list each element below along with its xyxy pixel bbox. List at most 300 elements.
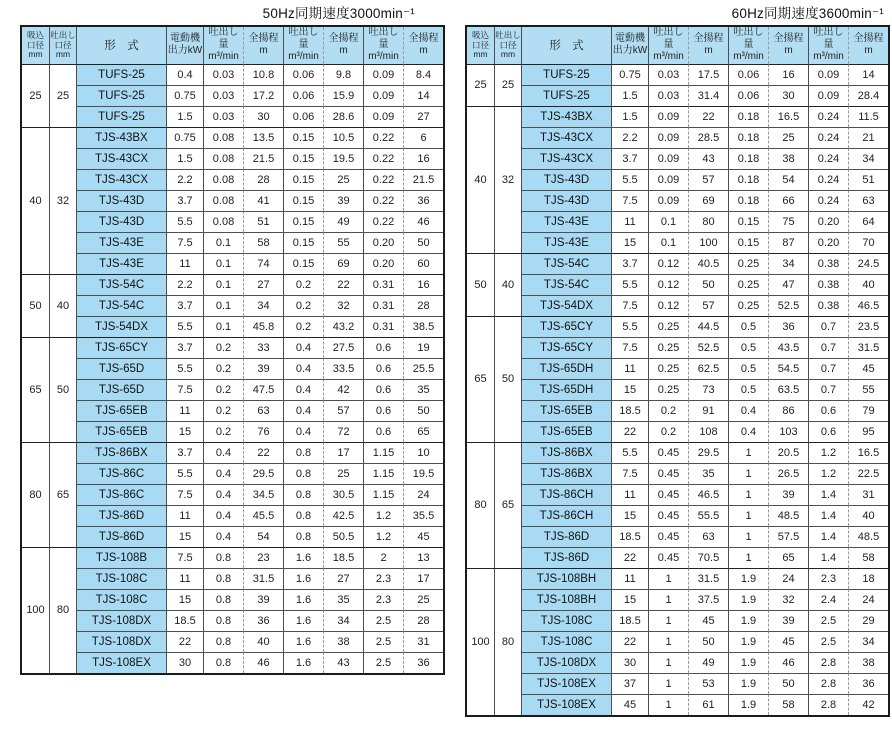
flow-rate-cell: 1 [728,526,768,547]
flow-rate-cell: 1.15 [363,484,403,505]
header-line: 吐出し量 [733,27,764,51]
model-cell: TJS-43CX [521,127,611,148]
header-line: 電動機 [615,33,645,45]
motor-output-cell: 45 [611,694,648,715]
model-cell: TJS-108BH [521,568,611,589]
flow-rate-cell: 0.6 [363,379,403,400]
total-head-cell: 51 [243,211,283,232]
model-cell: TJS-43E [521,211,611,232]
flow-rate-cell: 0.8 [203,568,243,589]
flow-rate-cell: 0.03 [203,85,243,106]
header-line: m³/min [368,51,399,63]
spec-row [22,463,443,484]
total-head-cell: 9.8 [323,64,363,85]
total-head-cell: 30 [768,85,808,106]
spec-row [467,400,888,421]
model-cell: TJS-65DH [521,358,611,379]
flow-rate-cell: 2.8 [808,694,848,715]
motor-output-cell: 11 [611,211,648,232]
flow-rate-cell: 0.18 [728,127,768,148]
total-head-cell: 14 [403,85,443,106]
header-line: 全揚程 [693,33,724,45]
total-head-cell: 28.4 [848,85,888,106]
model-cell: TJS-108BH [521,589,611,610]
suction-diameter-cell: 80 [22,442,49,547]
flow-rate-cell: 1 [728,442,768,463]
total-head-cell: 22 [323,274,363,295]
flow-rate-cell: 0.25 [648,337,688,358]
spec-row [22,169,443,190]
total-head-cell: 13.5 [243,127,283,148]
motor-output-cell: 2.2 [611,127,648,148]
spec-row [22,64,443,85]
motor-output-cell: 3.7 [611,253,648,274]
flow-rate-cell: 0.15 [283,169,323,190]
motor-output-cell: 3.7 [166,442,203,463]
flow-rate-cell: 0.2 [203,337,243,358]
motor-output-cell: 3.7 [166,295,203,316]
total-head-cell: 21.5 [243,148,283,169]
flow-rate-cell: 0.24 [808,148,848,169]
header-line: m [419,45,428,57]
header-line: mm [500,49,516,60]
motor-output-cell: 22 [611,631,648,652]
spec-row [467,316,888,337]
flow-rate-cell: 0.45 [648,547,688,568]
flow-rate-cell: 0.4 [203,526,243,547]
flow-rate-cell: 1.9 [728,589,768,610]
motor-output-cell: 2.2 [166,169,203,190]
flow-rate-cell: 1.2 [808,442,848,463]
total-head-cell: 22 [688,106,728,127]
total-head-cell: 46 [243,652,283,673]
flow-rate-cell: 0.15 [283,253,323,274]
motor-output-cell: 11 [611,568,648,589]
header-total-head [768,27,808,64]
header-flow-rate [728,27,768,64]
total-head-cell: 46 [768,652,808,673]
flow-rate-cell: 0.6 [363,421,403,442]
model-cell: TJS-43BX [76,127,166,148]
spec-row [467,379,888,400]
motor-output-cell: 5.5 [611,274,648,295]
total-head-cell: 53 [688,673,728,694]
flow-rate-cell: 1.9 [728,652,768,673]
flow-rate-cell: 0.03 [648,64,688,85]
motor-output-cell: 0.75 [166,127,203,148]
motor-output-cell: 30 [166,652,203,673]
flow-rate-cell: 0.5 [728,379,768,400]
spec-row [22,421,443,442]
flow-rate-cell: 0.06 [283,85,323,106]
total-head-cell: 11.5 [848,106,888,127]
total-head-cell: 46 [403,211,443,232]
total-head-cell: 15.9 [323,85,363,106]
spec-row [22,589,443,610]
spec-row [22,484,443,505]
flow-rate-cell: 1.15 [363,442,403,463]
total-head-cell: 87 [768,232,808,253]
flow-rate-cell: 0.4 [203,463,243,484]
motor-output-cell: 15 [611,379,648,400]
flow-rate-cell: 1.9 [728,631,768,652]
header-line: 全揚程 [408,33,439,45]
total-head-cell: 17.2 [243,85,283,106]
flow-rate-cell: 0.15 [283,232,323,253]
model-cell: TJS-108DX [76,610,166,631]
flow-rate-cell: 0.20 [363,253,403,274]
model-cell: TJS-108EX [521,694,611,715]
total-head-cell: 39 [243,358,283,379]
total-head-cell: 20.5 [768,442,808,463]
model-cell: TUFS-25 [521,64,611,85]
spec-row [467,526,888,547]
total-head-cell: 34 [323,610,363,631]
spec-row [467,64,888,85]
total-head-cell: 16 [403,274,443,295]
total-head-cell: 64 [848,211,888,232]
suction-diameter-cell: 80 [467,442,494,568]
total-head-cell: 50 [403,400,443,421]
header-line: m³/min [288,51,319,63]
suction-diameter-cell: 100 [467,568,494,715]
motor-output-cell: 11 [166,505,203,526]
model-cell: TJS-108EX [76,652,166,673]
flow-rate-cell: 1.9 [728,673,768,694]
total-head-cell: 37.5 [688,589,728,610]
header-line: mm [473,49,488,60]
flow-rate-cell: 0.2 [648,421,688,442]
total-head-cell: 24 [403,484,443,505]
flow-rate-cell: 0.2 [648,400,688,421]
flow-rate-cell: 0.45 [648,442,688,463]
flow-rate-cell: 2 [363,547,403,568]
total-head-cell: 86 [768,400,808,421]
discharge-diameter-cell: 50 [49,337,76,442]
total-head-cell: 34.5 [243,484,283,505]
flow-rate-cell: 0.1 [203,253,243,274]
model-cell: TJS-86BX [521,442,611,463]
model-cell: TJS-86D [521,547,611,568]
suction-diameter-cell: 25 [467,64,494,106]
model-cell: TJS-108DX [76,631,166,652]
header-line: 全揚程 [328,33,359,45]
spec-row [22,85,443,106]
spec-row [467,589,888,610]
total-head-cell: 38 [323,631,363,652]
flow-rate-cell: 0.12 [648,274,688,295]
header-line: m [259,45,268,57]
total-head-cell: 49 [688,652,728,673]
model-cell: TJS-108DX [521,652,611,673]
header-total-head [323,27,363,64]
model-cell: TJS-54DX [76,316,166,337]
header-line: 全揚程 [853,33,884,45]
spec-row [22,211,443,232]
spec-row [467,421,888,442]
spec-row [467,673,888,694]
flow-rate-cell: 0.25 [728,253,768,274]
motor-output-cell: 37 [611,673,648,694]
flow-rate-cell: 0.2 [283,295,323,316]
flow-rate-cell: 0.2 [283,316,323,337]
flow-rate-cell: 0.15 [728,211,768,232]
total-head-cell: 28.5 [688,127,728,148]
model-cell: TUFS-25 [76,106,166,127]
total-head-cell: 80 [688,211,728,232]
motor-output-cell: 15 [166,526,203,547]
flow-rate-cell: 0.25 [648,358,688,379]
total-head-cell: 50.5 [323,526,363,547]
total-head-cell: 41 [243,190,283,211]
spec-row [22,442,443,463]
total-head-cell: 70 [848,232,888,253]
flow-rate-cell: 0.7 [808,316,848,337]
total-head-cell: 10.5 [323,127,363,148]
flow-rate-cell: 0.31 [363,295,403,316]
total-head-cell: 34 [768,253,808,274]
motor-output-cell: 11 [166,253,203,274]
model-cell: TJS-86C [76,463,166,484]
total-head-cell: 21 [848,127,888,148]
total-head-cell: 57.5 [768,526,808,547]
model-cell: TJS-43CX [76,169,166,190]
flow-rate-cell: 0.4 [728,400,768,421]
model-cell: TJS-43D [521,190,611,211]
motor-output-cell: 7.5 [611,337,648,358]
flow-rate-cell: 0.8 [203,547,243,568]
flow-rate-cell: 0.09 [648,106,688,127]
motor-output-cell: 30 [611,652,648,673]
motor-output-cell: 3.7 [166,190,203,211]
spec-row [22,316,443,337]
model-cell: TJS-43E [76,253,166,274]
flow-rate-cell: 2.4 [808,589,848,610]
spec-row [22,547,443,568]
flow-rate-cell: 2.3 [363,589,403,610]
total-head-cell: 58 [848,547,888,568]
header-line: 吐出し [50,30,76,40]
total-head-cell: 25 [768,127,808,148]
total-head-cell: 18 [848,568,888,589]
flow-rate-cell: 0.18 [728,169,768,190]
total-head-cell: 45.5 [243,505,283,526]
model-cell: TJS-54C [521,274,611,295]
model-cell: TJS-65EB [76,421,166,442]
motor-output-cell: 15 [611,589,648,610]
spec-row [467,253,888,274]
motor-output-cell: 1.5 [611,85,648,106]
header-line: 出力kW [167,45,203,57]
discharge-diameter-cell: 65 [49,442,76,547]
total-head-cell: 70.5 [688,547,728,568]
flow-rate-cell: 2.5 [363,631,403,652]
flow-rate-cell: 1 [648,610,688,631]
motor-output-cell: 5.5 [611,442,648,463]
total-head-cell: 33.5 [323,358,363,379]
header-total-head [848,27,888,64]
flow-rate-cell: 0.45 [648,484,688,505]
motor-output-cell: 15 [166,589,203,610]
spec-row [467,127,888,148]
spec-row [467,211,888,232]
pump-spec-table-50hz [20,25,445,675]
motor-output-cell: 2.2 [166,274,203,295]
flow-rate-cell: 0.25 [728,295,768,316]
total-head-cell: 44.5 [688,316,728,337]
flow-rate-cell: 1.6 [283,547,323,568]
total-head-cell: 108 [688,421,728,442]
discharge-diameter-cell: 40 [49,274,76,337]
flow-rate-cell: 0.5 [728,316,768,337]
header-line: 吸込 [26,30,44,40]
spec-row [467,190,888,211]
flow-rate-cell: 0.25 [728,274,768,295]
total-head-cell: 17 [403,568,443,589]
spec-row [22,274,443,295]
flow-rate-cell: 0.18 [728,190,768,211]
flow-rate-cell: 0.22 [363,169,403,190]
total-head-cell: 16.5 [848,442,888,463]
total-head-cell: 26.5 [768,463,808,484]
header-discharge-diameter [494,27,521,64]
total-head-cell: 45 [688,610,728,631]
total-head-cell: 61 [688,694,728,715]
total-head-cell: 72 [323,421,363,442]
spec-row [467,337,888,358]
suction-diameter-cell: 40 [467,106,494,253]
total-head-cell: 40 [243,631,283,652]
spec-row [22,127,443,148]
total-head-cell: 69 [688,190,728,211]
model-cell: TJS-65D [76,379,166,400]
model-cell: TJS-86D [521,526,611,547]
total-head-cell: 74 [243,253,283,274]
total-head-cell: 10.8 [243,64,283,85]
total-head-cell: 27 [323,568,363,589]
flow-rate-cell: 1.2 [363,526,403,547]
total-head-cell: 36 [768,316,808,337]
model-cell: TUFS-25 [76,85,166,106]
header-line: m [339,45,348,57]
flow-rate-cell: 0.22 [363,148,403,169]
flow-rate-cell: 1 [648,673,688,694]
discharge-diameter-cell: 80 [494,568,521,715]
flow-rate-cell: 0.24 [808,106,848,127]
motor-output-cell: 7.5 [166,547,203,568]
spec-row [467,442,888,463]
flow-rate-cell: 2.8 [808,673,848,694]
spec-row [22,526,443,547]
header-line: 全揚程 [248,33,279,45]
total-head-cell: 23 [243,547,283,568]
total-head-cell: 43.2 [323,316,363,337]
motor-output-cell: 7.5 [166,484,203,505]
flow-rate-cell: 0.31 [363,274,403,295]
total-head-cell: 39 [768,484,808,505]
spec-row [22,295,443,316]
model-cell: TJS-86D [76,526,166,547]
flow-rate-cell: 0.6 [363,358,403,379]
total-head-cell: 32 [768,589,808,610]
model-cell: TJS-108C [76,589,166,610]
motor-output-cell: 11 [166,400,203,421]
flow-rate-cell: 0.4 [728,421,768,442]
total-head-cell: 19.5 [403,463,443,484]
flow-rate-cell: 1.6 [283,589,323,610]
flow-rate-cell: 0.2 [203,421,243,442]
flow-rate-cell: 0.24 [808,169,848,190]
total-head-cell: 43 [688,148,728,169]
flow-rate-cell: 0.6 [808,400,848,421]
flow-rate-cell: 0.09 [808,64,848,85]
model-cell: TJS-86D [76,505,166,526]
total-head-cell: 55 [323,232,363,253]
model-cell: TJS-108C [521,631,611,652]
total-head-cell: 50 [768,673,808,694]
suction-diameter-cell: 50 [467,253,494,316]
model-cell: TJS-86BX [521,463,611,484]
header-line: 吐出し量 [208,27,239,51]
flow-rate-cell: 2.5 [363,652,403,673]
motor-output-cell: 11 [166,568,203,589]
flow-rate-cell: 0.6 [363,400,403,421]
total-head-cell: 57 [323,400,363,421]
suction-diameter-cell: 40 [22,127,49,274]
total-head-cell: 42.5 [323,505,363,526]
model-cell: TJS-54C [521,253,611,274]
spec-row [467,610,888,631]
suction-diameter-cell: 25 [22,64,49,127]
header-discharge-diameter [49,27,76,64]
flow-rate-cell: 0.8 [283,526,323,547]
spec-row [22,190,443,211]
flow-rate-cell: 0.8 [283,505,323,526]
total-head-cell: 63.5 [768,379,808,400]
model-cell: TJS-108B [76,547,166,568]
model-cell: TJS-65D [76,358,166,379]
flow-rate-cell: 0.1 [648,232,688,253]
flow-rate-cell: 0.06 [728,85,768,106]
flow-rate-cell: 0.4 [283,337,323,358]
total-head-cell: 29.5 [688,442,728,463]
total-head-cell: 100 [688,232,728,253]
total-head-cell: 65 [403,421,443,442]
total-head-cell: 31 [403,631,443,652]
spec-row [22,232,443,253]
header-line: m³/min [208,51,239,63]
flow-rate-cell: 0.1 [203,274,243,295]
spec-row [22,652,443,673]
header-flow-rate [283,27,323,64]
header-motor-output [166,27,203,64]
header-line: 吐出し量 [813,27,844,51]
total-head-cell: 48.5 [768,505,808,526]
flow-rate-cell: 0.8 [283,463,323,484]
total-head-cell: 38 [848,652,888,673]
total-head-cell: 34 [848,148,888,169]
model-cell: TJS-43BX [521,106,611,127]
motor-output-cell: 1.5 [611,106,648,127]
flow-rate-cell: 0.15 [728,232,768,253]
flow-rate-cell: 0.12 [648,253,688,274]
total-head-cell: 27 [243,274,283,295]
flow-rate-cell: 0.09 [363,106,403,127]
flow-rate-cell: 0.09 [648,127,688,148]
model-cell: TJS-43CX [76,148,166,169]
flow-rate-cell: 0.09 [648,148,688,169]
total-head-cell: 16 [768,64,808,85]
